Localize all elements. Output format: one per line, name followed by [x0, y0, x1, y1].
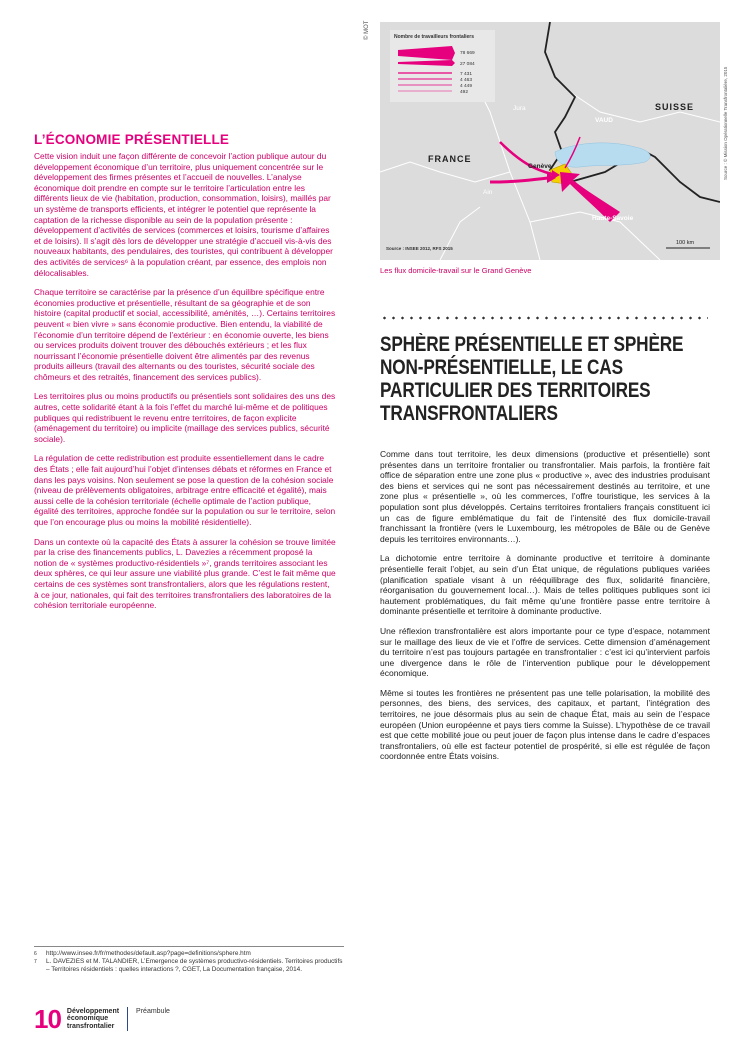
scale-label: 100 km [676, 240, 695, 246]
paragraph: La dichotomie entre territoire à dominante productive et territoire à dominante présentielle ferait l’objet, au sein d’un État unique, de régulations publiques variées (planification spatiale visant à un rééquilibrage des flux, solidarité financière, réorganisation du gouvernement local…). Mais de telles politiques publiques sont ici hautement problématiques, du fait même qu’une frontière passe entre territoire à dominante présentielle et territoire à dominante productive. [380, 553, 710, 617]
title-line: SPHÈRE PRÉSENTIELLE ET SPHÈRE [380, 333, 684, 356]
paragraph: Une réflexion transfrontalière est alors importante pour ce type d’espace, notamment sur le maillage des lieux de vie et l’offre de services. Cette dimension d’aménagement du territoire n’est pas toujours partagée en transfrontalier : c’est ici qu’intervient parfois une divergence dans le rôle de l’intervention publique pour le développement économique. [380, 625, 710, 679]
section-title [380, 333, 708, 425]
paragraph: Les territoires plus ou moins productifs ou présentiels sont solidaires des uns des autres, cette solidarité étant à la fois l’effet du marché lui-même et de politiques publiques qui redistribuent le revenu entre territoires, de façon explicite (aménagement du territoire) ou implicite (maillage des services publics, sécurité sociale). [34, 391, 336, 444]
map-caption: Les flux domicile-travail sur le Grand Genève [380, 266, 532, 275]
footnote-number: 6 [34, 951, 37, 957]
label-vaud: VAUD [595, 117, 613, 124]
footnote-text: L. DAVEZIES et M. TALANDIER, L’Emergence de systèmes productivo-résidentiels. Territoires productifs – Territoires résidentiels : quelles interactions ?, CGET, La Documentation française, 2014. [46, 958, 343, 973]
label-suisse: SUISSE [655, 102, 695, 112]
label-geneve: Genève [528, 163, 552, 170]
brand-line: Développement [66, 1007, 120, 1015]
footnote [34, 958, 344, 974]
legend-value: 4 449 [460, 84, 473, 89]
footer-divider [127, 1007, 128, 1031]
section-heading: L’ÉCONOMIE PRÉSENTIELLE [34, 132, 230, 147]
title-line: PARTICULIER DES TERRITOIRES [380, 379, 651, 402]
brand-line: transfrontalier [66, 1022, 115, 1030]
paragraph: Cette vision induit une façon différente de concevoir l’action publique autour du développement économique d’un territoire, plus uniquement concentrée sur le développement des firmes présentes et l’accueil de nouvelles. L’analyse économique doit prendre en compte sur le territoire l’articulation entre les différents lieux de vie (habitation, production, consommation, loisirs), maillés par un système de transports efficients, et intégrer le potentiel que représente la captation de la richesse disponible au sein de la population présente : développement d’activités de services (commerces et loisirs, tourisme d’affaires et de loisirs). Il s’agit dès lors de développer une stratégie d’accueil vis-à-vis des nouveaux habitants, des pendulaires, des touristes, qui contribuent à développer des activités de services⁶ à la population créant, par essence, des emplois non délocalisables. [34, 151, 333, 278]
map-svg [380, 22, 720, 260]
map-copyright: © MOT [364, 20, 370, 40]
map-source: Source : INSEE 2012, RFS 2015 [386, 246, 453, 251]
paragraph: La régulation de cette redistribution est produite essentiellement dans le cadre des États ; elle fait aujourd’hui l’objet d’intenses débats et réformes en France et dans les pays voisins. Non seulement se pose la question de la cohésion sociale (niveau de prélèvements obligatoires, arbitrage entre efficacité et égalité), mais aussi celle de la cohésion territoriale (échelle optimale de l’action publique, égalité des territoires, approche fondée sur la population ou sur le territoire, selon que l’on encourage plus ou moins la mobilité résidentielle). [34, 453, 336, 527]
map-figure [380, 22, 720, 260]
publication-brand [67, 1008, 119, 1030]
right-column [380, 449, 710, 771]
dotted-separator [380, 316, 708, 320]
map-side-note: Source : © Mission Opérationnelle Transfrontalière, 2015 [723, 66, 728, 180]
page-footer [34, 1004, 170, 1034]
paragraph: Même si toutes les frontières ne présentent pas une telle polarisation, la mobilité des personnes, des biens, des services, des capitaux, et partant, l’intégration des territoires, ne joue désormais plus au sein de chaque État, mais au sein de l’espace européen (Union européenne et pays tiers comme la Suisse). L’hypothèse de ce travail est que cette mobilité joue ou peut jouer de façon plus intense dans le cadre d’espaces transfrontaliers, où elle est facteur potentiel de prospérité, si elle est régulée de façon coordonnée entre États voisins. [380, 687, 710, 762]
title-line: NON-PRÉSENTIELLE, LE CAS [380, 356, 623, 379]
paragraph: Comme dans tout territoire, les deux dimensions (productive et présentielle) sont présentes dans un territoire frontalier ou transfrontalier. Mais parfois, la frontière fait office de séparation entre une zone plus « productive », avec des industries produisant des biens et services qui ne sont pas nécessairement destinés au territoire, et une zone plus « présentielle », où les commerces, l’offre touristique, les services à la population sont plus développés. Certains territoires frontaliers français constituent ici un cas de figure emblématique du fait de l’intensité des flux domicile-travail franchissant la frontière (vers le Luxembourg, les métropoles de Bâle ou de Genève depuis les territoires environnants…). [380, 449, 710, 544]
title-line: TRANSFRONTALIERS [380, 402, 558, 425]
footnote-number: 7 [34, 959, 37, 965]
section-label: Préambule [136, 1008, 170, 1015]
paragraph: Chaque territoire se caractérise par la présence d’un équilibre spécifique entre économies productive et présentielle, résultant de sa géographie et de son histoire (capital productif et social, accessibilité, aménités, …). Certains territoires peuvent « bien vivre » sans économie productive. Bien entendu, la viabilité de l’économie d’un territoire dépend de l’extérieur : en économie ouverte, les biens ou services produits doivent trouver des débouchés extérieurs ; et les flux nourrissant l’économie présentielle doivent être alimentés par des revenus produits ailleurs (travail des alternants ou des touristes, sécurité sociale des chômeurs et des retraités, financement des services publics). [34, 287, 336, 382]
legend-value: 4 463 [460, 78, 473, 83]
brand-line: économique [66, 1015, 109, 1023]
legend-value: 7 431 [460, 72, 473, 77]
legend-value: 492 [460, 90, 469, 95]
label-haute-savoie: Haute-Savoie [592, 215, 634, 222]
label-ain: Ain [483, 189, 493, 196]
footnote [34, 950, 344, 958]
footnotes [34, 946, 344, 974]
paragraph: Dans un contexte où la capacité des États à assurer la cohésion se trouve limitée par la crise des financements publics, L. Davezies a récemment proposé la notion de « systèmes productivo-résidentiels »⁷, grands territoires associant les deux sphères, ce qui leur assure une viabilité plus grande. C’est le fait même que certains de ces systèmes sont transfrontaliers, alors que les régulations restent, à ce jour, nationales, qui fait des territoires transfrontaliers des laboratoires de la cohésion territoriale européenne. [34, 536, 336, 611]
legend-value: 78 669 [460, 51, 475, 56]
legend-title: Nombre de travailleurs frontaliers [394, 34, 475, 40]
legend-value: 27 084 [460, 62, 475, 67]
page-number: 10 [34, 1003, 61, 1034]
left-column [34, 132, 336, 620]
label-france: FRANCE [428, 154, 472, 164]
footnote-text[interactable]: http://www.insee.fr/fr/methodes/default.asp?page=definitions/sphere.htm [46, 950, 251, 957]
label-jura: Jura [513, 105, 526, 112]
